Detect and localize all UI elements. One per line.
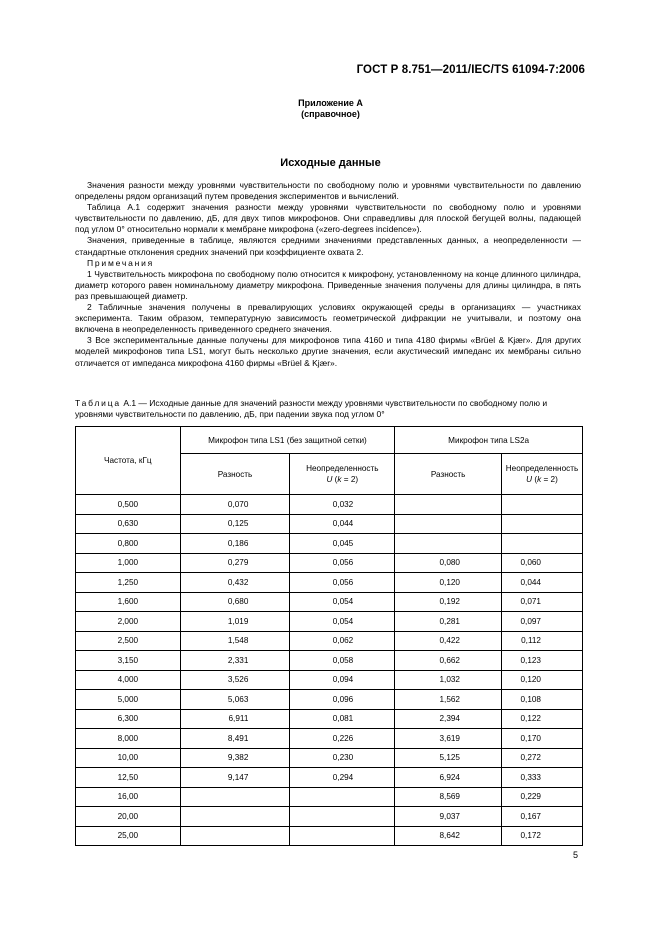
cell-ls2a-uncertainty: 0,172: [502, 826, 583, 846]
table-caption: [75, 398, 583, 420]
uncertainty-symbol: U: [326, 475, 333, 484]
cell-ls2a-difference: 8,569: [395, 787, 502, 807]
cell-ls2a-uncertainty: 0,060: [502, 553, 583, 573]
cell-ls1-difference: [180, 787, 290, 807]
cell-ls1-difference: 5,063: [180, 690, 290, 710]
cell-frequency: 12,50: [76, 768, 181, 788]
cell-ls2a-uncertainty: [502, 514, 583, 534]
coverage-symbol: k: [337, 475, 342, 484]
paragraph: Значения, приведенные в таблице, являются средними значениями представленных данных, а неопределенности — стандартные отклонения средних значений при коэффициенте охвата 2.: [75, 235, 581, 257]
uncertainty-label: Неопределенность: [505, 464, 579, 473]
cell-ls1-difference: 3,526: [180, 670, 290, 690]
cell-ls2a-difference: 1,562: [395, 690, 502, 710]
cell-frequency: 1,000: [76, 553, 181, 573]
cell-ls1-difference: 0,680: [180, 592, 290, 612]
table-row: [76, 651, 583, 671]
table-row: [76, 495, 583, 515]
uncertainty-label: Неопределенность: [306, 464, 379, 473]
cell-ls1-uncertainty: 0,062: [290, 631, 395, 651]
cell-frequency: 0,630: [76, 514, 181, 534]
appendix-subtitle: (справочное): [301, 109, 360, 119]
uncertainty-symbol: U: [526, 475, 533, 484]
appendix-heading: [0, 98, 661, 120]
cell-ls1-uncertainty: [290, 787, 395, 807]
cell-frequency: 3,150: [76, 651, 181, 671]
cell-ls1-difference: 0,186: [180, 534, 290, 554]
cell-frequency: 10,00: [76, 748, 181, 768]
cell-ls2a-difference: [395, 534, 502, 554]
paragraph: Значения разности между уровнями чувствительности по свободному полю и уровнями чувствительности по давлению определены рядом организаций путем проведения экспериментов и вычислений.: [75, 180, 581, 202]
cell-ls1-uncertainty: 0,096: [290, 690, 395, 710]
table-row: [76, 690, 583, 710]
cell-ls1-difference: 0,070: [180, 495, 290, 515]
table-row: [76, 573, 583, 593]
cell-ls2a-uncertainty: 0,112: [502, 631, 583, 651]
cell-ls2a-difference: 1,032: [395, 670, 502, 690]
cell-ls2a-uncertainty: 0,097: [502, 612, 583, 632]
cell-frequency: 5,000: [76, 690, 181, 710]
cell-ls2a-uncertainty: 0,071: [502, 592, 583, 612]
coverage-value: = 2): [343, 475, 359, 484]
cell-ls1-uncertainty: 0,294: [290, 768, 395, 788]
cell-ls1-difference: [180, 826, 290, 846]
column-header-difference: Разность: [395, 454, 502, 495]
cell-ls1-uncertainty: 0,081: [290, 709, 395, 729]
document-header: ГОСТ Р 8.751—2011/IEC/TS 61094-7:2006: [356, 64, 585, 76]
column-header-frequency: Частота, кГц: [76, 427, 181, 495]
table-row: [76, 826, 583, 846]
cell-ls1-difference: 0,432: [180, 573, 290, 593]
cell-ls1-uncertainty: 0,056: [290, 553, 395, 573]
cell-frequency: 2,500: [76, 631, 181, 651]
cell-ls2a-uncertainty: 0,229: [502, 787, 583, 807]
cell-ls2a-uncertainty: [502, 495, 583, 515]
table-row: [76, 553, 583, 573]
cell-ls1-uncertainty: 0,044: [290, 514, 395, 534]
cell-ls2a-difference: 5,125: [395, 748, 502, 768]
cell-ls2a-uncertainty: 0,272: [502, 748, 583, 768]
cell-frequency: 6,300: [76, 709, 181, 729]
cell-frequency: 20,00: [76, 807, 181, 827]
cell-ls1-uncertainty: [290, 826, 395, 846]
column-group-ls2a: Микрофон типа LS2a: [395, 427, 583, 454]
cell-ls2a-uncertainty: [502, 534, 583, 554]
data-table: [75, 426, 583, 846]
cell-frequency: 0,800: [76, 534, 181, 554]
cell-ls2a-uncertainty: 0,167: [502, 807, 583, 827]
table-row: [76, 768, 583, 788]
cell-ls2a-difference: 9,037: [395, 807, 502, 827]
cell-ls1-difference: 8,491: [180, 729, 290, 749]
note: 1 Чувствительность микрофона по свободному полю относится к микрофону, установленному на конце длинного цилиндра, диаметр которого равен номинальному диаметру микрофона. Приведенные значения получены для длины цилиндра, в пять раз превышающей диаметр.: [75, 268, 581, 301]
cell-ls1-difference: 9,147: [180, 768, 290, 788]
cell-ls1-uncertainty: 0,230: [290, 748, 395, 768]
section-title: Исходные данные: [280, 157, 381, 169]
cell-ls2a-difference: 3,619: [395, 729, 502, 749]
cell-ls1-difference: 1,548: [180, 631, 290, 651]
table-row: [76, 807, 583, 827]
table-row: [76, 709, 583, 729]
table-row: [76, 534, 583, 554]
cell-ls2a-difference: 0,281: [395, 612, 502, 632]
table-row: [76, 729, 583, 749]
cell-frequency: 16,00: [76, 787, 181, 807]
cell-ls2a-uncertainty: 0,122: [502, 709, 583, 729]
cell-ls2a-difference: 0,120: [395, 573, 502, 593]
coverage-value: = 2): [543, 475, 558, 484]
cell-ls1-uncertainty: 0,058: [290, 651, 395, 671]
cell-ls2a-uncertainty: 0,123: [502, 651, 583, 671]
table-row: [76, 631, 583, 651]
table-caption-text: А.1 — Исходные данные для значений разности между уровнями чувствительности по свободному полю и уровнями чувствительности по давлению, дБ, при падении звука под углом 0°: [75, 398, 548, 419]
cell-frequency: 4,000: [76, 670, 181, 690]
table-caption-label: Таблица: [75, 398, 121, 408]
cell-ls1-difference: 1,019: [180, 612, 290, 632]
appendix-title: Приложение А: [298, 98, 363, 108]
body-text: [75, 180, 581, 369]
page-number: 5: [573, 850, 579, 860]
cell-ls2a-difference: 6,924: [395, 768, 502, 788]
cell-ls2a-uncertainty: 0,044: [502, 573, 583, 593]
table-row: [76, 592, 583, 612]
notes-heading: Примечания: [87, 257, 155, 268]
cell-ls1-difference: 0,125: [180, 514, 290, 534]
column-header-difference: Разность: [180, 454, 290, 495]
cell-frequency: 1,600: [76, 592, 181, 612]
cell-ls2a-uncertainty: 0,120: [502, 670, 583, 690]
cell-ls2a-difference: 2,394: [395, 709, 502, 729]
column-header-uncertainty: Неопределенность U (k = 2): [502, 454, 583, 495]
cell-frequency: 1,250: [76, 573, 181, 593]
cell-ls2a-difference: 0,662: [395, 651, 502, 671]
coverage-symbol: k: [537, 475, 542, 484]
column-header-uncertainty: Неопределенность U (k = 2): [290, 454, 395, 495]
table-row: [76, 612, 583, 632]
table-row: [76, 787, 583, 807]
cell-ls2a-uncertainty: 0,170: [502, 729, 583, 749]
note: 3 Все экспериментальные данные получены для микрофонов типа 4160 и типа 4180 фирмы «Brüel & Kjær». Для других моделей микрофонов типа LS1, могут быть несколько другие значения, если акустический импеданс их мембраны сильно отличается от импеданса микрофона 4160 фирмы «Brüel & Kjær».: [75, 335, 581, 368]
cell-ls2a-difference: 0,080: [395, 553, 502, 573]
cell-ls1-uncertainty: [290, 807, 395, 827]
cell-frequency: 25,00: [76, 826, 181, 846]
cell-ls2a-difference: 8,642: [395, 826, 502, 846]
cell-frequency: 8,000: [76, 729, 181, 749]
cell-ls2a-difference: [395, 495, 502, 515]
cell-ls2a-difference: 0,422: [395, 631, 502, 651]
cell-ls1-uncertainty: 0,032: [290, 495, 395, 515]
cell-frequency: 0,500: [76, 495, 181, 515]
cell-ls1-difference: 9,382: [180, 748, 290, 768]
cell-ls1-uncertainty: 0,056: [290, 573, 395, 593]
table-row: [76, 670, 583, 690]
cell-ls2a-difference: [395, 514, 502, 534]
table-row: [76, 748, 583, 768]
cell-ls1-difference: [180, 807, 290, 827]
cell-ls1-uncertainty: 0,045: [290, 534, 395, 554]
cell-ls1-difference: 0,279: [180, 553, 290, 573]
cell-ls2a-uncertainty: 0,333: [502, 768, 583, 788]
cell-ls1-difference: 2,331: [180, 651, 290, 671]
table-row: [76, 514, 583, 534]
cell-frequency: 2,000: [76, 612, 181, 632]
cell-ls1-uncertainty: 0,226: [290, 729, 395, 749]
cell-ls1-uncertainty: 0,054: [290, 612, 395, 632]
cell-ls1-difference: 6,911: [180, 709, 290, 729]
cell-ls2a-difference: 0,192: [395, 592, 502, 612]
column-group-ls1: Микрофон типа LS1 (без защитной сетки): [180, 427, 395, 454]
cell-ls2a-uncertainty: 0,108: [502, 690, 583, 710]
note: 2 Табличные значения получены в превалирующих условиях окружающей среды в организациях — участниках эксперимента. Таким образом, температурную зависимость геометрической дифракции не учитывали, и поэтому она включена в неопределенность приведенного среднего значения.: [75, 302, 581, 335]
cell-ls1-uncertainty: 0,094: [290, 670, 395, 690]
paragraph: Таблица А.1 содержит значения разности между уровнями чувствительности по свободному полю и уровнями чувствительности по давлению, дБ, для двух типов микрофонов. Они справедливы для плоской бегущей волны, падающей под углом 0° относительно нормали к мембране микрофона («zero-degrees incidence»).: [75, 202, 581, 235]
cell-ls1-uncertainty: 0,054: [290, 592, 395, 612]
